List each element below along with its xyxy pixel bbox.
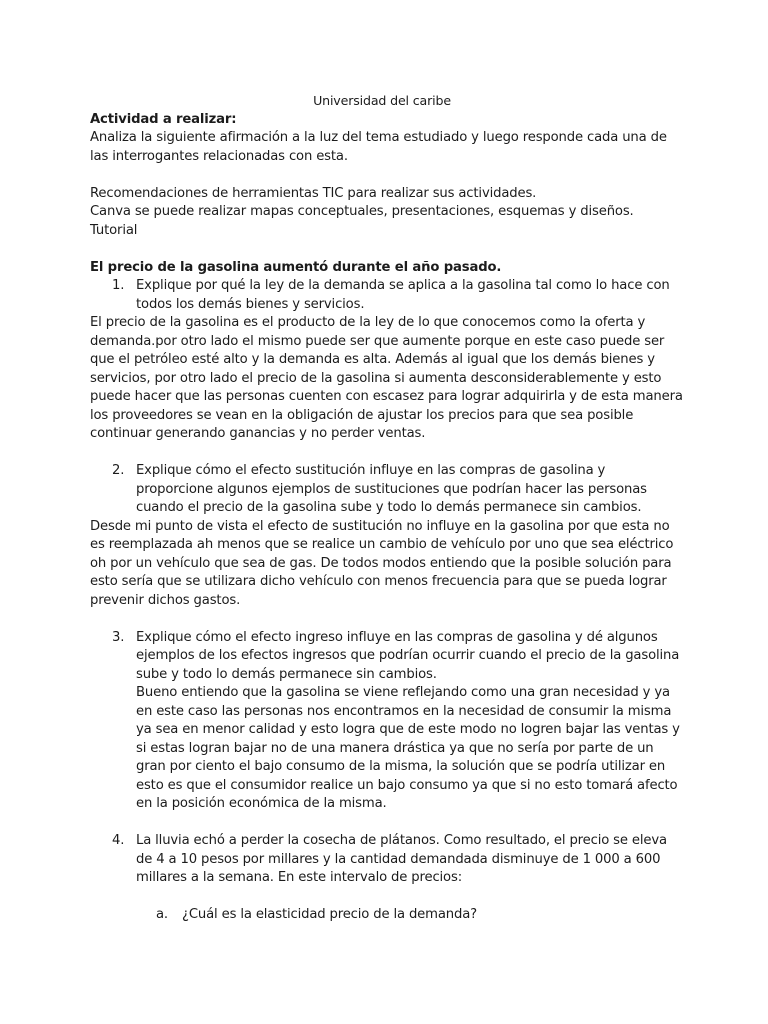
question-4a xyxy=(90,906,686,925)
tutorial-line: Tutorial xyxy=(90,222,138,238)
spacer xyxy=(90,814,686,833)
question-number: 4. xyxy=(112,833,125,848)
subquestion-letter: a. xyxy=(156,907,168,922)
question-1 xyxy=(90,277,686,314)
spacer xyxy=(90,444,686,463)
university-title: Universidad del caribe xyxy=(313,93,451,108)
document-body xyxy=(90,92,686,925)
question-number: 1. xyxy=(112,278,125,293)
tic-recommendation: Recomendaciones de herramientas TIC para realizar sus actividades. xyxy=(90,185,537,201)
question-text: Explique cómo el efecto sustitución influye en las compras de gasolina y proporcione algunos ejemplos de sustituciones que podrían hacer las personas cuando el precio de la gasolina sube y todo lo demás permanece sin cambios. xyxy=(136,463,647,515)
question-number: 3. xyxy=(112,629,125,645)
question-text: Explique por qué la ley de la demanda se aplica a la gasolina tal como lo hace con todos los demás bienes y servicios. xyxy=(136,278,670,312)
subquestion-text: ¿Cuál es la elasticidad precio de la demanda? xyxy=(182,907,477,922)
spacer xyxy=(90,888,686,907)
answer-3: Bueno entiendo que la gasolina se viene reflejando como una gran necesidad y ya en este caso las personas nos encontramos en la necesidad de consumir la misma ya sea en menor calidad y esto logra que de este modo no logren bajar las ventas y si estas logran bajar no de una manera drástica ya que no sería por parte de un gran por ciento el bajo consumo de la misma, la solución que se podría utilizar en esto es que el consumidor realice un bajo consumo ya que si no esto tomará afecto en la posición económica de la misma. xyxy=(136,685,680,811)
statement-heading: El precio de la gasolina aumentó durante el año pasado. xyxy=(90,259,502,275)
question-4 xyxy=(90,832,686,888)
activity-heading: Actividad a realizar: xyxy=(90,111,237,127)
spacer xyxy=(90,240,686,259)
question-3 xyxy=(90,629,686,814)
question-text: Explique cómo el efecto ingreso influye en las compras de gasolina y dé algunos ejemplos de los efectos ingresos que podrían ocurrir cuando el precio de la gasolina sube y todo lo demás permanece sin cambios. xyxy=(136,629,680,682)
answer-1: El precio de la gasolina es el producto de la ley de lo que conocemos como la oferta y demanda.por otro lado el mismo puede ser que aumente porque en este caso puede ser que el petróleo esté alto y la demanda es alta. Además al igual que los demás bienes y servicios, por otro lado el precio de la gasolina si aumenta desconsiderablemente y esto puede hacer que las personas cuenten con escasez para lograr adquirirla y de esta manera los proveedores se vean en la obligación de ajustar los precios para que sea posible continuar generando ganancias y no perder ventas. xyxy=(90,315,683,441)
spacer xyxy=(90,610,686,629)
question-text: La lluvia echó a perder la cosecha de plátanos. Como resultado, el precio se eleva de 4 a 10 pesos por millares y la cantidad demandada disminuye de 1 000 a 600 millares a la semana. En este intervalo de precios: xyxy=(136,833,667,885)
intro-paragraph: Analiza la siguiente afirmación a la luz del tema estudiado y luego responde cada una de las interrogantes relacionadas con esta. xyxy=(90,130,667,164)
question-2 xyxy=(90,462,686,518)
spacer xyxy=(90,166,686,185)
canva-line: Canva se puede realizar mapas conceptuales, presentaciones, esquemas y diseños. xyxy=(90,204,634,219)
question-number: 2. xyxy=(112,463,125,478)
answer-2: Desde mi punto de vista el efecto de sustitución no influye en la gasolina por que esta no es reemplazada ah menos que se realice un cambio de vehículo por uno que sea eléctrico oh por un vehículo que sea de gas. De todos modos entiendo que la posible solución para esto sería que se utilizara dicho vehículo con menos frecuencia para que se pueda lograr prevenir dichos gastos. xyxy=(90,518,674,608)
